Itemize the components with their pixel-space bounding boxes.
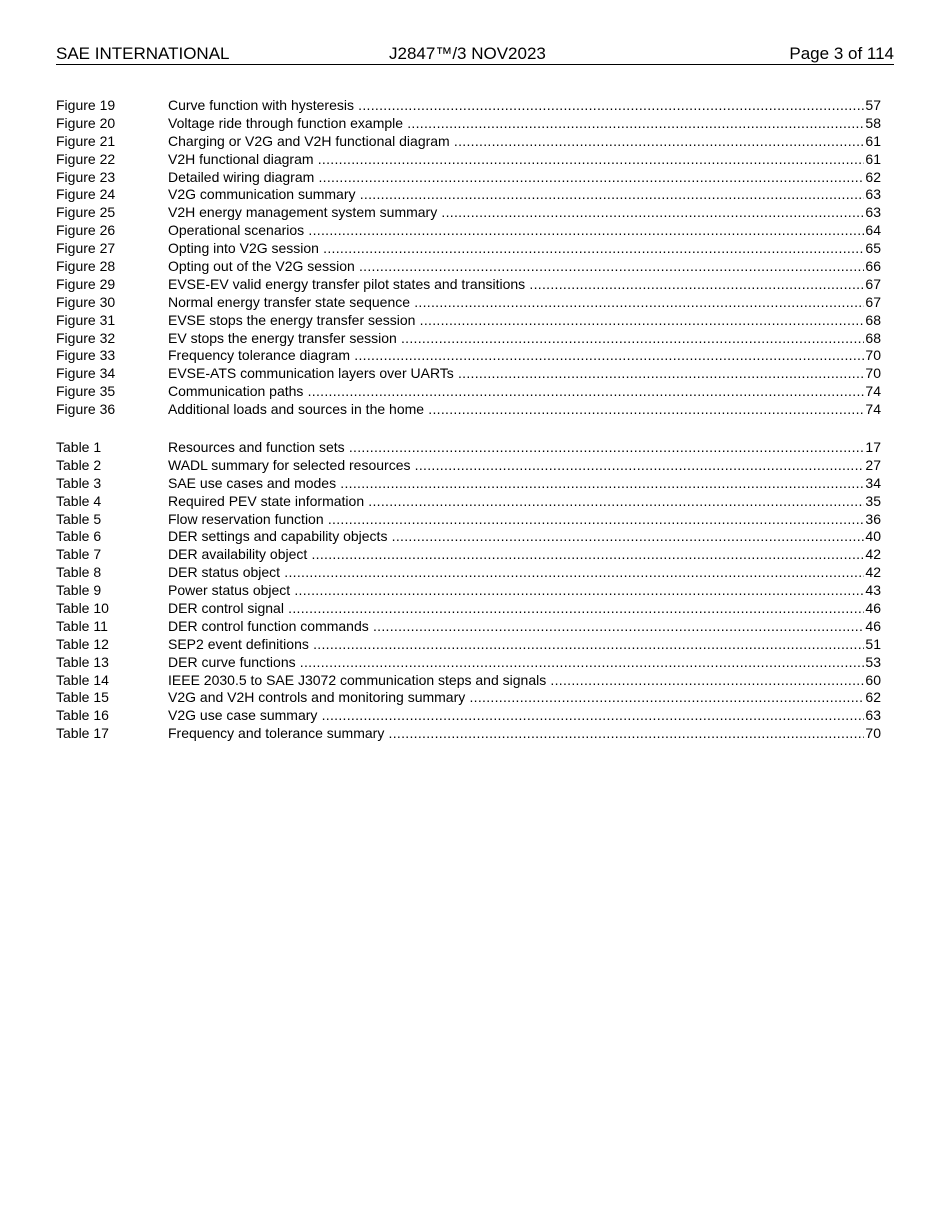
toc-entry-label: Figure 28 <box>56 258 116 275</box>
table-entry[interactable] <box>56 582 881 600</box>
toc-entry-title: DER curve functions ..... <box>168 654 864 672</box>
figure-entry[interactable] <box>56 258 881 276</box>
figure-entry[interactable] <box>56 312 881 330</box>
figure-entry[interactable] <box>56 169 881 187</box>
table-entry[interactable] <box>56 475 881 493</box>
toc-entry-page-number: 65 <box>865 240 881 257</box>
toc-entry-title: Communication paths ..... <box>168 383 864 401</box>
toc-entry-title: DER status object ..... <box>168 564 864 582</box>
toc-entry-title: V2H energy management system summary ..... <box>168 204 864 222</box>
figure-entry[interactable] <box>56 330 881 348</box>
toc-entry-title: SAE use cases and modes ..... <box>168 475 864 493</box>
toc-entry-label: Table 13 <box>56 653 109 670</box>
toc-entry-title: WADL summary for selected resources ..... <box>168 457 864 475</box>
toc-entry-label: Table 9 <box>56 582 102 599</box>
toc-entry-title: EV stops the energy transfer session ..... <box>168 330 864 348</box>
toc-entry-page-number: 61 <box>865 150 881 167</box>
table-entry[interactable] <box>56 654 881 672</box>
toc-entry-title: Opting out of the V2G session ..... <box>168 258 864 276</box>
figure-entry[interactable] <box>56 401 881 419</box>
table-entry[interactable] <box>56 564 881 582</box>
toc-entry-page-number: 67 <box>865 275 881 292</box>
toc-entry-page-number: 40 <box>865 528 881 545</box>
toc-entry-page-number: 61 <box>865 132 881 149</box>
toc-entry-title: Frequency and tolerance summary ..... <box>168 725 864 743</box>
toc-entry-page-number: 36 <box>865 510 881 527</box>
toc-entry-title: V2G use case summary ..... <box>168 707 864 725</box>
figure-entry[interactable] <box>56 115 881 133</box>
toc-entry-title: Flow reservation function ..... <box>168 511 864 529</box>
figure-entry[interactable] <box>56 97 881 115</box>
toc-entry-label: Figure 26 <box>56 222 116 239</box>
toc-entry-label: Table 11 <box>56 617 108 634</box>
toc-entry-title: V2G communication summary ..... <box>168 186 864 204</box>
table-entry[interactable] <box>56 618 881 636</box>
table-entry[interactable] <box>56 457 881 475</box>
toc-entry-page-number: 62 <box>865 689 881 706</box>
toc-entry-title: V2G and V2H controls and monitoring summary ..... <box>168 689 864 707</box>
table-entry[interactable] <box>56 511 881 529</box>
toc-entry-label: Table 16 <box>56 707 109 724</box>
toc-entry-title: Voltage ride through function example ..... <box>168 115 864 133</box>
table-entry[interactable] <box>56 528 881 546</box>
toc-entry-label: Figure 30 <box>56 293 116 310</box>
figure-entry[interactable] <box>56 222 881 240</box>
toc-entry-title: EVSE-EV valid energy transfer pilot states and transitions ..... <box>168 276 864 294</box>
toc-entry-label: Figure 20 <box>56 114 116 131</box>
toc-entry-label: Figure 34 <box>56 365 116 382</box>
figure-entry[interactable] <box>56 294 881 312</box>
list-of-figures <box>56 97 881 419</box>
toc-entry-page-number: 35 <box>865 492 881 509</box>
table-entry[interactable] <box>56 493 881 511</box>
toc-entry-page-number: 34 <box>865 474 881 491</box>
table-entry[interactable] <box>56 546 881 564</box>
figure-entry[interactable] <box>56 204 881 222</box>
table-entry[interactable] <box>56 689 881 707</box>
toc-entry-page-number: 67 <box>865 293 881 310</box>
table-entry[interactable] <box>56 439 881 457</box>
toc-entry-page-number: 57 <box>865 97 881 113</box>
toc-entry-label: Table 14 <box>56 671 109 688</box>
toc-entry-title: V2H functional diagram ..... <box>168 151 864 169</box>
toc-entry-label: Figure 24 <box>56 186 116 203</box>
toc-entry-title: Detailed wiring diagram ..... <box>168 169 864 187</box>
toc-entry-label: Table 17 <box>56 725 109 742</box>
toc-entry-title: Curve function with hysteresis ..... <box>168 97 864 115</box>
figure-entry[interactable] <box>56 365 881 383</box>
toc-entry-page-number: 27 <box>865 456 881 473</box>
toc-entry-title: SEP2 event definitions ..... <box>168 636 864 654</box>
toc-entry-title: DER control function commands ..... <box>168 618 864 636</box>
toc-entry-page-number: 74 <box>865 383 881 400</box>
toc-entry-label: Figure 27 <box>56 240 116 257</box>
figure-entry[interactable] <box>56 383 881 401</box>
toc-entry-label: Table 3 <box>56 474 102 491</box>
toc-entry-page-number: 68 <box>865 311 881 328</box>
toc-entry-page-number: 70 <box>865 725 881 742</box>
toc-entry-page-number: 63 <box>865 186 881 203</box>
toc-entry-title: EVSE-ATS communication layers over UARTs ..... <box>168 365 864 383</box>
toc-entry-label: Figure 22 <box>56 150 116 167</box>
toc-entry-page-number: 70 <box>865 365 881 382</box>
figure-entry[interactable] <box>56 186 881 204</box>
toc-entry-page-number: 42 <box>865 564 881 581</box>
toc-entry-label: Table 1 <box>56 439 102 455</box>
table-entry[interactable] <box>56 672 881 690</box>
toc-entry-label: Figure 29 <box>56 275 116 292</box>
toc-entry-title: DER availability object ..... <box>168 546 864 564</box>
toc-entry-label: Table 4 <box>56 492 102 509</box>
toc-entry-page-number: 43 <box>865 582 881 599</box>
table-entry[interactable] <box>56 636 881 654</box>
header-organization: SAE INTERNATIONAL <box>56 44 230 63</box>
toc-entry-title: Operational scenarios ..... <box>168 222 864 240</box>
toc-entry-page-number: 70 <box>865 347 881 364</box>
figure-entry[interactable] <box>56 133 881 151</box>
header-page-number: Page 3 of 114 <box>789 44 894 63</box>
toc-entry-label: Figure 32 <box>56 329 116 346</box>
toc-entry-page-number: 63 <box>865 707 881 724</box>
toc-entry-page-number: 64 <box>865 222 881 239</box>
toc-entry-page-number: 63 <box>865 204 881 221</box>
toc-entry-page-number: 58 <box>865 114 881 131</box>
toc-entry-label: Table 15 <box>56 689 109 706</box>
list-of-tables <box>56 439 881 743</box>
toc-entry-title: Opting into V2G session ..... <box>168 240 864 258</box>
header-document-id: J2847™/3 NOV2023 <box>389 44 546 63</box>
toc-entry-label: Table 2 <box>56 456 102 473</box>
toc-entry-title: Normal energy transfer state sequence ..... <box>168 294 864 312</box>
figure-entry[interactable] <box>56 347 881 365</box>
toc-entry-title: Resources and function sets ..... <box>168 439 864 457</box>
table-entry[interactable] <box>56 707 881 725</box>
toc-entry-page-number: 66 <box>865 258 881 275</box>
toc-entry-label: Figure 36 <box>56 401 116 418</box>
page-header <box>56 44 894 65</box>
toc-entry-title: Frequency tolerance diagram ..... <box>168 347 864 365</box>
toc-entry-title: Charging or V2G and V2H functional diagram ..... <box>168 133 864 151</box>
toc-entry-page-number: 51 <box>865 635 881 652</box>
toc-entry-label: Table 12 <box>56 635 109 652</box>
toc-entry-label: Table 5 <box>56 510 102 527</box>
toc-entry-title: EVSE stops the energy transfer session ..... <box>168 312 864 330</box>
toc-entry-page-number: 17 <box>865 439 881 455</box>
toc-entry-label: Table 7 <box>56 546 102 563</box>
toc-entry-title: Required PEV state information ..... <box>168 493 864 511</box>
toc-entry-label: Figure 35 <box>56 383 116 400</box>
toc-entry-page-number: 62 <box>865 168 881 185</box>
toc-entry-label: Table 10 <box>56 600 109 617</box>
figure-entry[interactable] <box>56 276 881 294</box>
toc-entry-label: Figure 21 <box>56 132 116 149</box>
toc-entry-page-number: 46 <box>865 600 881 617</box>
toc-entry-label: Table 8 <box>56 564 102 581</box>
toc-entry-title: DER control signal ..... <box>168 600 864 618</box>
toc-entry-page-number: 68 <box>865 329 881 346</box>
toc-entry-label: Figure 19 <box>56 97 116 113</box>
toc-entry-title: Additional loads and sources in the home ..... <box>168 401 864 419</box>
figure-entry[interactable] <box>56 240 881 258</box>
toc-entry-label: Figure 33 <box>56 347 116 364</box>
table-entry[interactable] <box>56 600 881 618</box>
toc-entry-label: Figure 23 <box>56 168 116 185</box>
toc-entry-title: DER settings and capability objects ..... <box>168 528 864 546</box>
toc-entry-label: Figure 25 <box>56 204 116 221</box>
figure-entry[interactable] <box>56 151 881 169</box>
toc-entry-page-number: 46 <box>865 617 881 634</box>
toc-entry-page-number: 60 <box>865 671 881 688</box>
toc-entry-page-number: 53 <box>865 653 881 670</box>
toc-entry-page-number: 42 <box>865 546 881 563</box>
toc-entry-label: Figure 31 <box>56 311 116 328</box>
toc-entry-page-number: 74 <box>865 401 881 418</box>
toc-entry-label: Table 6 <box>56 528 102 545</box>
table-entry[interactable] <box>56 725 881 743</box>
toc-entry-title: Power status object ..... <box>168 582 864 600</box>
toc-entry-title: IEEE 2030.5 to SAE J3072 communication steps and signals ..... <box>168 672 864 690</box>
